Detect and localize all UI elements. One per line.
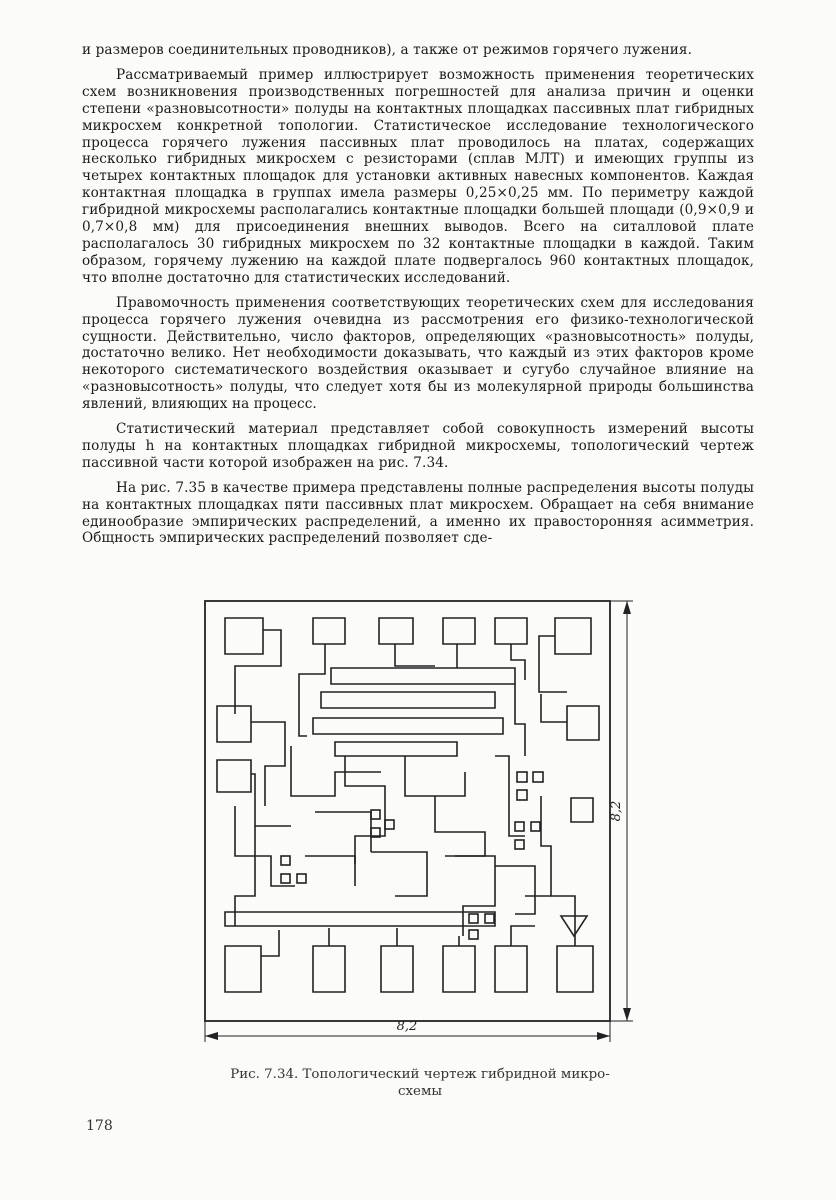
substrate-outline xyxy=(205,601,610,1021)
conductor-trace xyxy=(251,722,285,806)
contact-pad xyxy=(225,618,263,654)
conductor-trace xyxy=(511,644,525,680)
conductor-trace xyxy=(495,866,535,914)
resistor-strip xyxy=(335,742,457,756)
small-pad xyxy=(371,810,380,819)
conductor-trace xyxy=(395,644,435,666)
conductor-trace xyxy=(251,774,291,826)
dimension-label-vertical: 8,2 xyxy=(609,800,624,822)
small-pad xyxy=(385,820,394,829)
small-pad xyxy=(533,772,543,782)
contact-pad xyxy=(443,618,475,644)
conductor-trace xyxy=(495,756,525,836)
page-number: 178 xyxy=(86,1118,113,1134)
page-body xyxy=(82,42,754,555)
contact-pad xyxy=(313,946,345,992)
small-pad xyxy=(469,930,478,939)
conductor-trace xyxy=(511,926,535,946)
resistor-strip xyxy=(331,668,515,684)
contact-pad xyxy=(495,618,527,644)
conductor-trace xyxy=(455,856,495,936)
caption-line-1: Рис. 7.34. Топологический чертеж гибридной микро- xyxy=(230,1067,610,1082)
contact-pad xyxy=(379,618,413,644)
conductor-trace xyxy=(515,684,525,756)
paragraph-continuation: и размеров соединительных проводников), а также от режимов горячего лужения. xyxy=(82,42,693,58)
conductor-trace xyxy=(539,636,567,692)
conductor-trace xyxy=(235,630,281,714)
contact-pad xyxy=(217,706,251,742)
contact-pad xyxy=(495,946,527,992)
contact-pad xyxy=(225,946,261,992)
resistor-strip xyxy=(321,692,495,708)
contact-pad xyxy=(555,618,591,654)
contact-pad xyxy=(313,618,345,644)
paragraph-statistics: Статистический материал представляет собой совокупность измерений высоты полуды h на контактных площадках гибридной микросхемы, топологический чертеж пассивной части которой изображен на рис. 7.34. xyxy=(82,421,754,471)
conductor-trace xyxy=(315,812,371,852)
paragraph-example: Рассматриваемый пример иллюстрирует возможность применения теоретических схем возникновения производственных погрешностей для анализа причин и оценки степени «разновысотности» полуды на контактных площадках пассивных плат гибридных микросхем конкретной топологии. Статистическое исследование технологического процесса горячего лужения пассивных плат проводилось на платах, содержащих несколько гибридных микросхем с резисторами (сплав МЛТ) и имеющих группы из четырех контактных площадок для установки активных навесных компонентов. Каждая контактная площадка в группах имела размеры 0,25×0,25 мм. По периметру каждой гибридной микросхемы располагались контактные площадки большей площади (0,9×0,9 и 0,7×0,8 мм) для присоединения внешних выводов. Всего на ситалловой плате располагалось 30 гибридных микросхем по 32 контактные площадки в каждой. Таким образом, горячему лужению на каждой плате подвергалось 960 контактных площадок, что вполне достаточно для статистических исследований. xyxy=(82,66,754,286)
small-pad xyxy=(517,772,527,782)
orientation-triangle-icon xyxy=(561,916,587,936)
contact-pad xyxy=(443,946,475,992)
small-pad xyxy=(469,914,478,923)
conductor-trace xyxy=(435,796,485,856)
conductor-trace xyxy=(551,896,575,946)
conductor-trace xyxy=(371,852,427,896)
contact-pad xyxy=(381,946,413,992)
small-pad xyxy=(297,874,306,883)
conductor-trace xyxy=(541,694,567,722)
resistor-strip xyxy=(225,912,495,926)
caption-line-2: схемы xyxy=(397,1084,443,1099)
conductor-trace xyxy=(261,930,279,956)
small-pad xyxy=(517,790,527,800)
small-pad xyxy=(515,822,524,831)
paragraph-validity: Правомочность применения соответствующих теоретических схем для исследования процесса горячего лужения очевидна из рассмотрения его физико-технологической сущности. Действительно, число факторов, определяющих «разновысотность» полуды, достаточно велико. Нет необходимости доказывать, что каждый из этих факторов кроме некоторого систематического воздействия оказывает и сугубо случайное влияние на «разновысотность» полуды, что следует хотя бы из молекулярной природы большинства явлений, влияющих на процесс. xyxy=(82,294,754,413)
small-pad xyxy=(531,822,540,831)
contact-pad xyxy=(557,946,593,992)
conductor-trace xyxy=(305,856,355,886)
conductor-trace xyxy=(525,796,551,896)
small-pad xyxy=(281,874,290,883)
paragraph-distributions: На рис. 7.35 в качестве примера представлены полные распределения высоты полуды на контактных площадках пяти пассивных плат микросхем. Обращает на себя внимание единообразие эмпирических распределений, а именно их правосторонняя асимметрия. Общность эмпирических распределений позволяет сде- xyxy=(82,479,754,547)
small-pad xyxy=(281,856,290,865)
dimension-label-horizontal: 8,2 xyxy=(396,1019,418,1034)
conductor-trace xyxy=(299,706,307,736)
contact-pad xyxy=(571,798,593,822)
small-pad xyxy=(485,914,494,923)
conductor-trace xyxy=(291,746,381,796)
conductor-trace xyxy=(405,756,465,796)
topology-drawing xyxy=(195,596,635,1051)
contact-pad xyxy=(567,706,599,740)
small-pad xyxy=(515,840,524,849)
resistor-strip xyxy=(313,718,503,734)
figure-caption xyxy=(140,1066,700,1100)
contact-pad xyxy=(217,760,251,792)
conductor-trace xyxy=(235,826,255,926)
